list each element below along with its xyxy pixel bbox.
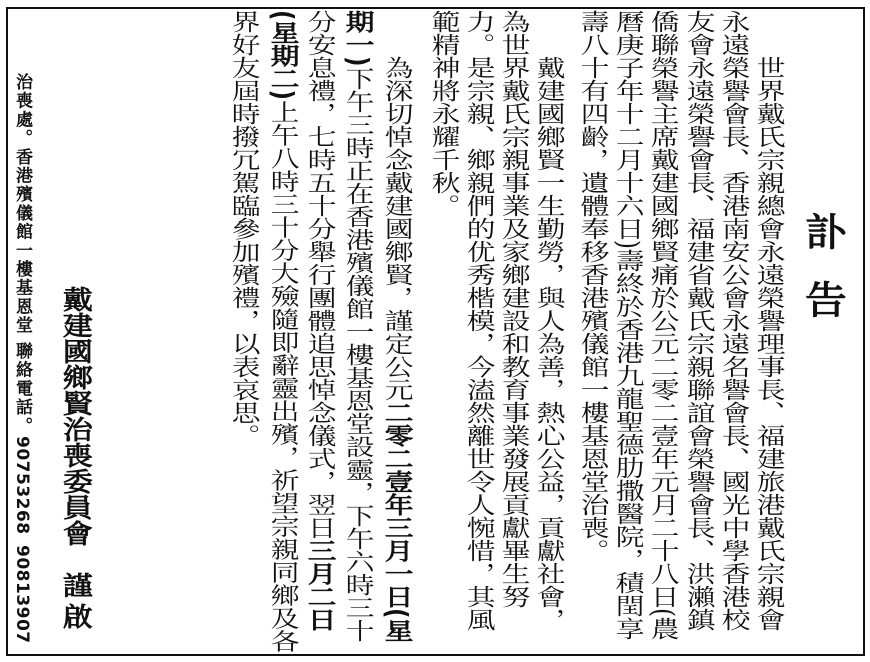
date-highlight: 二零二壹年三月一日(星 <box>379 401 413 642</box>
text-column: 友會永遠榮譽會長、福建省戴氏宗親聯誼會榮譽會長、洪瀨鎮 <box>681 10 715 631</box>
text-column <box>261 10 304 652</box>
phone-label: 聯絡電話。 <box>12 342 32 436</box>
text-column: 僑聯榮譽主席戴建國鄉賢痛於公元二零二壹年元月二十八日(農 <box>645 10 679 640</box>
phone-number: 90753268 <box>12 436 32 535</box>
text-column <box>222 10 265 447</box>
signature-closing: 謹啟 <box>57 572 93 634</box>
text-column <box>298 10 341 631</box>
date-highlight: 期一) <box>340 10 374 67</box>
phone-number: 90813907 <box>12 545 32 644</box>
text-column: 壽八十有四齡，遺體奉移香港殯儀館一樓基恩堂治喪。 <box>575 10 609 562</box>
text-column: 世界戴氏宗親總會永遠榮譽理事長、福建旅港戴氏宗親會 <box>751 56 785 631</box>
text-column: 曆庚子年十二月十六日)壽終於香港九龍聖德肋撒醫院，積閏享 <box>610 10 644 640</box>
text-segment: 為深切悼念戴建國鄉賢，謹定公元 <box>379 56 413 401</box>
text-column <box>336 10 379 642</box>
text-column: 為世界戴氏宗親事業及家鄉建設和教育事業發展貢獻畢生努 <box>496 10 530 608</box>
text-column: 力。是宗親、鄉親們的优秀楷模，今溘然離世令人惋惜，其風 <box>461 10 495 631</box>
notice-title: 訃告 <box>797 212 847 348</box>
signature-committee: 戴建國鄉賢治喪委員會 <box>57 286 93 546</box>
text-column: 範精神將永耀千秋。 <box>426 10 460 217</box>
text-segment: 下午三時正在香港殯儀館一樓基恩堂設靈，下午六時三十 <box>340 66 374 642</box>
text-column <box>375 56 418 642</box>
date-highlight: 三月二日 <box>302 539 336 631</box>
funeral-office: 治喪處。香港殯儀館一樓基恩堂 <box>12 73 32 335</box>
text-column: 永遠榮譽會長、香港南安公會永遠名譽會長、國光中學香港校 <box>716 10 750 631</box>
text-segment: 分安息禮，七時五十分舉行團體追思悼念儀式，翌日 <box>302 10 336 539</box>
text-segment: 上午八時三十分大殮隨即辭靈出殯，祈望宗親同鄉及各 <box>265 100 299 653</box>
date-highlight: (星期二) <box>265 10 299 101</box>
text-segment: 界好友屆時撥冗駕臨參加殯禮，以表哀思。 <box>226 10 260 447</box>
text-column: 戴建國鄉賢一生勤勞，與人為善，熱心公益，貢獻社會， <box>531 56 565 631</box>
